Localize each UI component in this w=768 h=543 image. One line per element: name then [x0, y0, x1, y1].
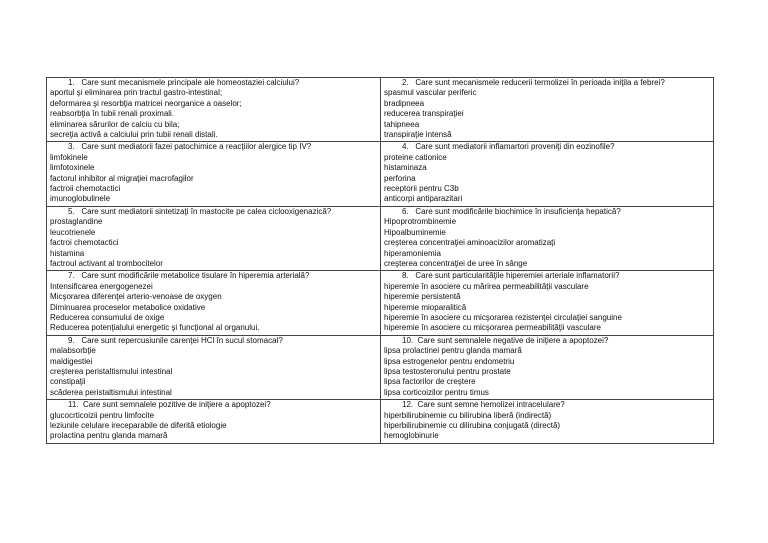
question-cell: [381, 78, 714, 142]
answer-option: Hipoprotrombinemie: [384, 217, 457, 227]
answer-option: hiperemie mioparalitică: [384, 302, 467, 312]
answer-option: limfokinele: [50, 152, 88, 162]
answer-option: factroul activant al trombocitelor: [50, 258, 163, 268]
answer-option: tahipneea: [384, 119, 420, 129]
questions-table: [46, 77, 714, 444]
answer-option: creşterea concentraţiei aminoacizilor aromatizaţi: [384, 238, 556, 248]
answer-option: creşterea concentraţiei de uree în sânge: [384, 258, 528, 268]
question-text: 7. Care sunt modificările metabolice tisulare în hiperemia arterială?: [68, 271, 310, 281]
answer-option: reducerea transpiraţiei: [384, 109, 464, 119]
question-cell: [381, 206, 714, 270]
answer-option: lipsa estrogenelor pentru endometriu: [384, 356, 515, 366]
answer-option: hemoglobinurie: [384, 431, 439, 441]
questions-table-body: [47, 78, 714, 444]
answer-option: constipaţii: [50, 377, 86, 387]
answer-option: secreţia activă a calciului prin tubii renali distali.: [50, 130, 218, 140]
question-cell: [47, 271, 381, 335]
question-cell: [47, 78, 381, 142]
answer-option: factorul inhibitor al migraţiei macrofagilor: [50, 173, 194, 183]
answer-option: Reducerea potenţialului energetic şi funcţional al organului.: [50, 323, 260, 333]
answer-option: Diminuarea proceselor metabolice oxidative: [50, 302, 206, 312]
answer-option: malabsorbţie: [50, 346, 96, 356]
answer-option: maldigestiei: [50, 356, 93, 366]
answer-option: scăderea peristaltismului intestinal: [50, 387, 172, 397]
answer-option: glucocrticoizii pentru limfocite: [50, 410, 155, 420]
answer-option: lipsa factorilor de creştere: [384, 377, 476, 387]
answer-option: Reducerea consumului de oxige: [50, 312, 165, 322]
table-row: [47, 78, 714, 142]
question-text: 9. Care sunt repercusiunile carenţei HCl în sucul stomacal?: [68, 335, 283, 345]
answer-option: imunoglobulinele: [50, 194, 111, 204]
question-cell: [47, 142, 381, 206]
answer-option: hiperemie în asociere cu mărirea permeabilităţii vasculare: [384, 281, 589, 291]
answer-option: factroii chemotactici: [50, 184, 121, 194]
answer-option: limfotoxinele: [50, 163, 95, 173]
question-text: 2. Care sunt mecanismele reducerii termolizei în perioada iniţila a febrei?: [402, 78, 665, 87]
question-text: 8. Care sunt particularităţile hiperemiei arteriale inflamatorii?: [402, 271, 620, 281]
answer-option: histaminaza: [384, 163, 427, 173]
answer-option: prolactina pentru glanda mamară: [50, 431, 168, 441]
answer-option: Micşorarea diferenţei arterio-venoase de oxygen: [50, 292, 222, 302]
answer-option: bradipneea: [384, 98, 425, 108]
question-cell: [381, 335, 714, 399]
question-cell: [47, 335, 381, 399]
table-row: [47, 335, 714, 399]
answer-option: hiperbilirubinemie cu bilirubina liberă (indirectă): [384, 410, 552, 420]
question-cell: [381, 400, 714, 444]
question-cell: [47, 206, 381, 270]
answer-option: hiperemie în asociere cu micşorarea permeabilităţii vasculare: [384, 323, 601, 333]
answer-option: factroi chemotactici: [50, 238, 119, 248]
question-cell: [47, 400, 381, 444]
answer-option: prostaglandine: [50, 217, 103, 227]
question-text: 4. Care sunt mediatorii inflamartori proveniţi din eozinofile?: [402, 142, 615, 152]
answer-option: deformarea şi resorbţia matricei neorganice a oaselor;: [50, 98, 242, 108]
question-text: 3. Care sunt mediatorii fazei patochimice a reacţiilor alergice tip IV?: [68, 142, 312, 152]
answer-option: receptorii pentru C3b: [384, 184, 459, 194]
answer-option: leucotrienele: [50, 227, 96, 237]
answer-option: lipsa prolactinei pentru glanda mamară: [384, 346, 522, 356]
question-text: 10. Care sunt semnalele negative de iniţiere a apoptozei?: [402, 335, 609, 345]
answer-option: eliminarea sărurilor de calciu cu bila;: [50, 119, 180, 129]
answer-option: proteine cationice: [384, 152, 447, 162]
answer-option: histamina: [50, 248, 85, 258]
answer-option: transpiraţie intensă: [384, 130, 452, 140]
table-row: [47, 271, 714, 335]
answer-option: hiperemie persistentă: [384, 292, 461, 302]
table-row: [47, 400, 714, 444]
answer-option: hiperemie în asociere cu micşorarea rezistenţei circulaţiei sanguine: [384, 312, 622, 322]
answer-option: lipsa testosteronului pentru prostate: [384, 366, 511, 376]
answer-option: perforina: [384, 173, 416, 183]
answer-option: hiperamoniemia: [384, 248, 441, 258]
answer-option: anticorpi antiparazitari: [384, 194, 463, 204]
answer-option: Hipoalbuminemie: [384, 227, 446, 237]
question-text: 11. Care sunt semnalele pozitive de iniţiere a apoptozei?: [68, 400, 271, 410]
table-row: [47, 206, 714, 270]
question-cell: [381, 142, 714, 206]
question-text: 1. Care sunt mecanismele principale ale homeostaziei calciului?: [68, 78, 300, 87]
table-row: [47, 142, 714, 206]
question-text: 5. Care sunt mediatorii sintetizaţi în mastocite pe calea ciclooxigenazică?: [68, 206, 332, 216]
answer-option: spasmul vascular periferic: [384, 88, 477, 98]
question-text: 12. Care sunt semne hemolizei intracelulare?: [402, 400, 565, 410]
answer-option: reabsorbţia în tubii renali proximali.: [50, 109, 175, 119]
question-text: 6. Care sunt modificările biochimice în insuficienţa hepatică?: [402, 206, 621, 216]
answer-option: leziunile celulare ireceparabile de diferită etiologie: [50, 421, 227, 430]
answer-option: Intensificarea energogenezei: [50, 281, 153, 291]
question-cell: [381, 271, 714, 335]
answer-option: aportul şi eliminarea prin tractul gastro-intestinal;: [50, 88, 223, 98]
answer-option: creşterea peristaltismului intestinal: [50, 366, 173, 376]
answer-option: lipsa corticoizilor pentru timus: [384, 387, 489, 397]
answer-option: hiperbilirubinemie cu dilirubina conjugată (directă): [384, 421, 561, 430]
